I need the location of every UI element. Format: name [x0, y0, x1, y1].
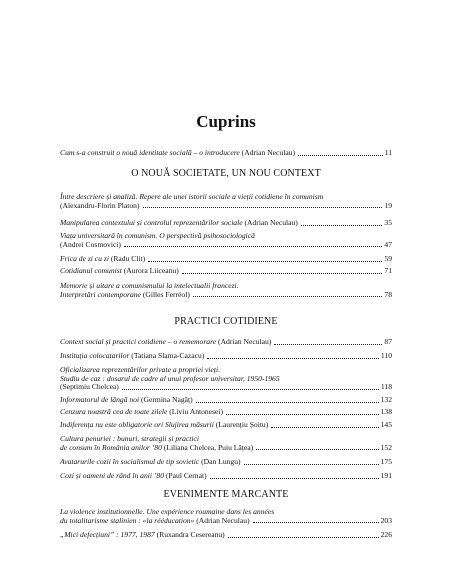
- entry-author: (Ruxandra Cesereanu): [154, 530, 225, 539]
- entry-title: „Mici defecțiuni” : 1977, 1987: [60, 530, 155, 539]
- toc-entry-intro[interactable]: [60, 149, 392, 158]
- entry-author: (Adrian Neculau): [242, 218, 298, 227]
- entry-title-line: Memorie și uitare a comunismului la intelectualii francezi.: [60, 281, 239, 290]
- page-number: 145: [380, 420, 392, 429]
- page-number: 203: [380, 515, 392, 525]
- dot-leader: [122, 389, 379, 390]
- section-heading: EVENIMENTE MARCANTE: [163, 489, 289, 500]
- toc-entry[interactable]: [60, 338, 392, 347]
- dot-leader: [274, 344, 382, 345]
- toc-entry[interactable]: [60, 408, 392, 417]
- toc-entry[interactable]: [60, 458, 392, 467]
- page-number: 78: [384, 289, 392, 299]
- entry-title-line: Între descriere și analiză. Repere ale unei istorii sociale a vieții cotidiene în comunism: [60, 192, 324, 201]
- page-number: 132: [380, 395, 392, 404]
- entry-author: (Germina Nagâț): [139, 395, 193, 404]
- entry-author: (Radu Clit): [108, 254, 146, 263]
- dot-leader: [256, 449, 378, 450]
- entry-title-line: Cultura penuriei : bunuri, strategii și practici: [60, 434, 200, 443]
- page-number: 175: [380, 457, 392, 466]
- entry-author: (Adrian Neculau): [194, 515, 250, 525]
- toc-entry[interactable]: [60, 255, 392, 264]
- entry-title: Cum s-a construit o nouă identitate socială – o introducere: [60, 148, 240, 157]
- page-number: 59: [384, 254, 392, 263]
- toc-entry[interactable]: [60, 366, 392, 392]
- entry-title: Avatarurile cozii în socialismul de tip sovietic: [60, 457, 200, 466]
- dot-leader: [196, 402, 379, 403]
- entry-title: de consum în România anilor ’80: [60, 442, 162, 452]
- entry-author: (Laurențiu Șoitu): [213, 420, 269, 429]
- entry-author: (Liviu Antonesei): [167, 407, 224, 416]
- toc-entry[interactable]: [60, 193, 392, 210]
- toc-entry[interactable]: [60, 435, 392, 452]
- page-number: 47: [384, 239, 392, 249]
- dot-leader: [244, 464, 379, 465]
- dot-leader: [253, 522, 379, 523]
- dot-leader: [271, 427, 378, 428]
- dot-leader: [143, 207, 383, 208]
- entry-author: (Tatiana Slama-Cazacu): [129, 351, 205, 360]
- dot-leader: [193, 296, 383, 297]
- page-number: 226: [380, 530, 392, 539]
- dot-leader: [207, 358, 379, 359]
- entry-title: Informatorul de lângă noi: [60, 395, 140, 404]
- entry-title-line: Studiu de caz : dosarul de cadre al unui profesor universitar, 1950-1965: [60, 373, 280, 383]
- entry-author: (Adrian Neculau): [216, 337, 272, 346]
- entry-author: (Adrian Neculau): [239, 148, 296, 157]
- page-number: 35: [384, 218, 392, 227]
- entry-author: (Alexandru-Florin Platon): [60, 200, 140, 210]
- page-number: 138: [380, 407, 392, 416]
- entry-title: Cotidianul comunist: [60, 266, 122, 275]
- dot-leader: [226, 414, 379, 415]
- entry-title: Cozi și oameni de rând în anii ’80: [60, 471, 164, 480]
- toc-entry[interactable]: [60, 508, 392, 525]
- dot-leader: [182, 273, 383, 274]
- entry-title: Manipularea contextului și controlul reprezentărilor sociale: [60, 218, 243, 227]
- toc-entry[interactable]: [60, 267, 392, 276]
- entry-title-line: La violence institutionnelle. Une expérience roumaine dans les années: [60, 507, 275, 516]
- toc-entry[interactable]: [60, 472, 392, 481]
- toc-entry[interactable]: [60, 352, 392, 361]
- entry-author: (Gilles Ferréol): [140, 289, 190, 299]
- entry-author: (Dan Lungu): [199, 457, 241, 466]
- page-title: Cuprins: [196, 112, 256, 131]
- entry-title: Cenzura noastră cea de toate zilele: [60, 407, 168, 416]
- page-number: 152: [380, 442, 392, 452]
- entry-author: (Aurora Liiceanu): [121, 266, 179, 275]
- entry-title: Frica de zi cu zi: [60, 254, 109, 263]
- entry-author: (Andrei Cosmovici): [60, 239, 121, 249]
- entry-title-line: Viața universitară în comunism. O perspectivă psihosociologică: [60, 231, 255, 240]
- toc-entry[interactable]: [60, 421, 392, 430]
- toc-entry[interactable]: [60, 232, 392, 249]
- dot-leader: [148, 261, 382, 262]
- page-number: 87: [384, 337, 392, 346]
- dot-leader: [298, 155, 383, 156]
- section-heading: O NOUĂ SOCIETATE, UN NOU CONTEXT: [131, 168, 321, 179]
- page-number: 71: [384, 266, 392, 275]
- toc-entry[interactable]: [60, 282, 392, 299]
- entry-title: Context social și practici cotidiene – o rememorare: [60, 337, 217, 346]
- dot-leader: [228, 537, 379, 538]
- toc-entry[interactable]: [60, 396, 392, 405]
- dot-leader: [301, 225, 383, 226]
- page-number: 11: [384, 148, 392, 157]
- page-number: 110: [380, 351, 392, 360]
- toc-entry[interactable]: [60, 219, 392, 228]
- entry-title: Interpretări contemporane: [60, 289, 141, 299]
- entry-author: (Liliana Chelcea, Puiu Lățea): [161, 442, 254, 452]
- section-heading: PRACTICI COTIDIENE: [174, 316, 278, 327]
- toc-entry[interactable]: [60, 531, 392, 540]
- dot-leader: [210, 478, 379, 479]
- page-number: 19: [384, 200, 392, 210]
- entry-author: (Paul Cernat): [164, 471, 207, 480]
- page-number: 118: [380, 382, 392, 392]
- entry-title: du totalitarisme stalinien : «la rééducation»: [60, 515, 195, 525]
- entry-title-line: Oficializarea reprezentărilor private a propriei vieți.: [60, 365, 221, 374]
- entry-title: Instituția colocatarilor: [60, 351, 130, 360]
- dot-leader: [124, 246, 382, 247]
- entry-author: (Septimiu Chelcea): [60, 382, 119, 392]
- entry-title: Indiferența nu este obligatorie ori Slujirea măsurii: [60, 420, 214, 429]
- page-number: 191: [380, 471, 392, 480]
